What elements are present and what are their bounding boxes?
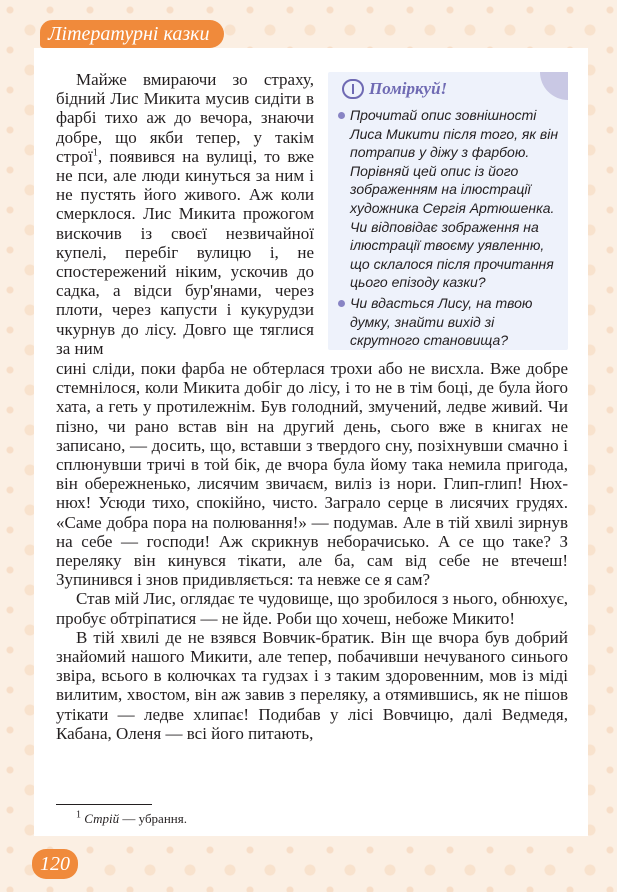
footnote (76, 811, 187, 827)
think-box-questions (338, 106, 560, 350)
footnote-divider (56, 804, 152, 805)
section-title-tab (40, 20, 224, 48)
bullet-icon (338, 300, 345, 307)
page-number-badge (32, 849, 78, 879)
paragraph-1-continuation: сині сліди, поки фарба не обтерлася трохи або не висхла. Вже добре стемнілося, коли Микита добіг до лісу, і то не в тім боці, де була його хата, а геть у протилежнім. Був голодний, змучений, ледве живий. Чи пізно, чи рано встав він на другий день, сього вже в книгах не записано, — досить, що, вставши з твердого сну, позіхнувши смачно і сплюнувши тричі в той бік, де вчора була йому така немила пригода, він обережненько, лисячим звичаєм, виліз із нори. Глип-глип! Нюх-нюх! Усюди тихо, спокійно, чисто. Заграло серце в лисячих грудях. «Саме добра пора на полювання!» — подумав. Але в тій хвилі зирнув на себе — господи! Аж скрикнув неборачисько. А се що таке? З переляку він кинувся тікати, але ба, сам від себе не втечеш! Зупинився і знов придивляється: та невже се я сам? (56, 359, 568, 590)
footnote-term: Стрій (84, 811, 120, 826)
footnote-number: 1 (76, 809, 81, 821)
page-number: 120 (40, 853, 70, 875)
footnote-mark: 1 (92, 147, 98, 159)
bullet-icon (338, 112, 345, 119)
paragraph-2: Став мій Лис, оглядає те чудовище, що зробилося з нього, обнюхує, пробує обтріпатися — не йде. Роби що хочеш, небоже Микито! (56, 589, 568, 628)
paragraph-3: В тій хвилі де не взявся Вовчик-братик. Він ще вчора був добрий знайомий нашого Микити, але тепер, побачивши нечуваного синього звіра, всього в колючках та гудзах і з таким здоровенним, мов із міді вилитим, хвостом, він аж завив з переляку, а отямившись, як не пішов утікати — ледве хлипає! Подибав у лісі Вовчицю, далі Ведмедя, Кабана, Оленя — всі його питають, (56, 627, 568, 743)
think-box (328, 72, 568, 350)
think-box-corner (540, 72, 568, 100)
think-box-title: Поміркуй! (369, 79, 448, 98)
section-title: Літературні казки (48, 23, 210, 45)
left-column-text (56, 70, 314, 358)
open-book-icon (342, 79, 364, 99)
footnote-definition: — убрання. (119, 811, 187, 826)
question-item: Прочитай опис зовнішності Лиса Микити після того, як він потрапив у діжу з фарбою. Порівняй цей опис із його зображенням на ілюстрації художника Сергія Артюшенка. Чи відповідає зображення на ілюстрації твоєму уявленню, що склалося після прочитання цього епізоду казки? (338, 106, 560, 292)
paragraph-1-start: Майже вмираючи зо страху, бідний Лис Микита мусив сидіти в фарбі тихо аж до вечора, знаючи добре, що якби тепер, у такім строї$^1$, появився на вулиці, то вже не пси, але люди кинуться за ним і не пустять його живого. Аж коли смерклося. Лис Микита прожогом вискочив із своєї незвичайної купелі, перебіг вулицю і, не спостережений ніким, ускочив до садка, а відси бур'янами, через плоти, через капусти і кукурудзи чкурнув до лісу. Довго ще тяглися за ним (56, 70, 314, 358)
question-item: Чи вдасться Лису, на твою думку, знайти вихід зі скрутного становища? (338, 294, 560, 350)
full-width-text (56, 359, 568, 743)
think-box-header (342, 79, 447, 99)
